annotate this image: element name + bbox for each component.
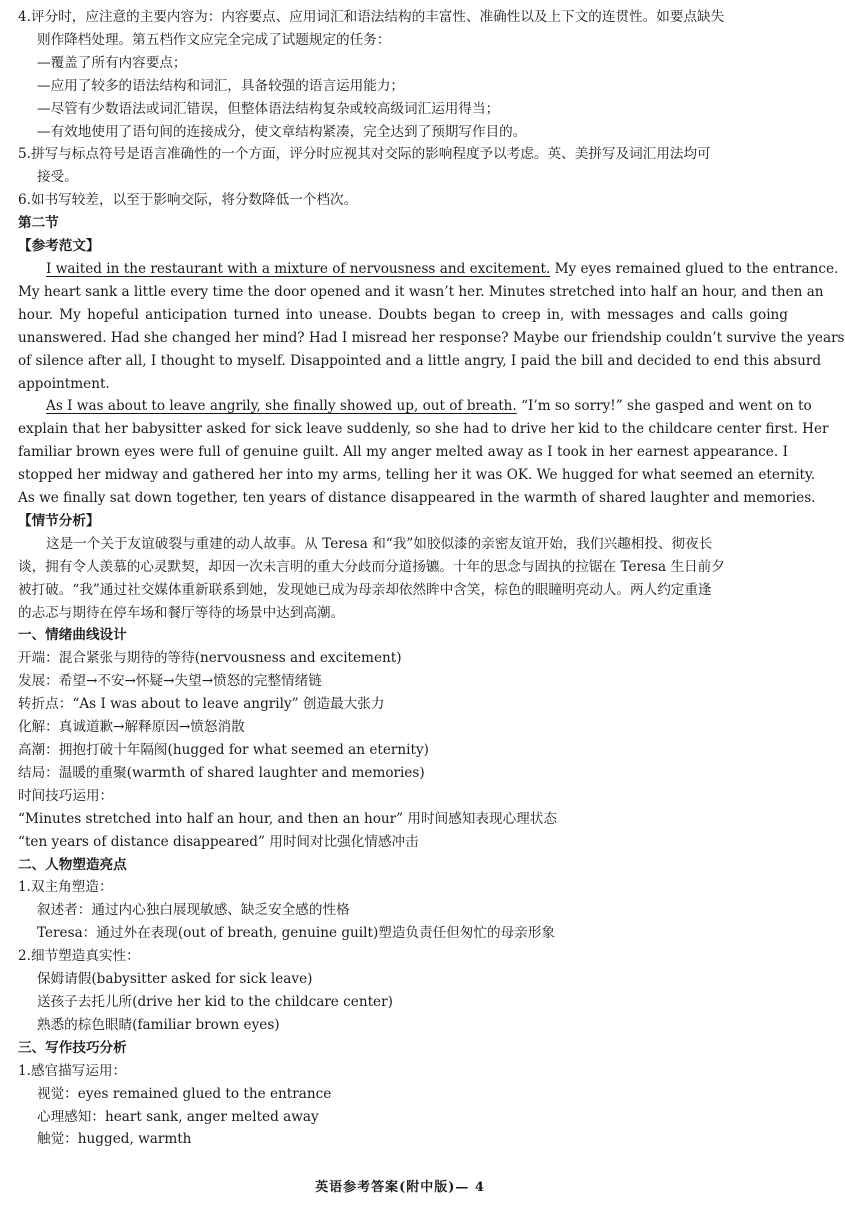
- essay-line: of silence after all, I thought to myself. Disappointed and a little angry, I paid the bill and decided to end this absurd: [18, 352, 822, 369]
- list-item: 1.感官描写运用：: [18, 1062, 127, 1079]
- essay-line: stopped her midway and gathered her into my arms, telling her it was OK. We hugged for what seemed an eternity.: [18, 467, 816, 484]
- essay-line: [18, 258, 839, 281]
- list-item: Teresa：通过外在表现(out of breath, genuine guilt)塑造负责任但匆忙的母亲形象: [37, 925, 555, 942]
- essay-line: hour. My hopeful anticipation turned into unease. Doubts began to creep in, with messages and calls going: [18, 306, 788, 323]
- list-item: 时间技巧运用：: [18, 787, 114, 804]
- essay-line: [18, 395, 812, 418]
- list-item: 发展：希望→不安→怀疑→失望→愤怒的完整情绪链: [18, 673, 322, 690]
- list-item: 视觉：eyes remained glued to the entrance: [37, 1085, 332, 1102]
- essay-line: My heart sank a little every time the door opened and it wasn’t her. Minutes stretched into half an hour, and then an: [18, 283, 824, 300]
- list-item: 2.细节塑造真实性：: [18, 948, 140, 965]
- rule-line: 4.评分时，应注意的主要内容为：内容要点、应用词汇和语法结构的丰富性、准确性以及上下文的连贯性。如要点缺失: [18, 9, 725, 25]
- rule-line: —有效地使用了语句间的连接成分，使文章结构紧凑，完全达到了预期写作目的。: [37, 123, 527, 140]
- list-item: 1.双主角塑造：: [18, 879, 113, 896]
- underlined-opening-sentence: As I was about to leave angrily, she finally showed up, out of breath.: [46, 398, 517, 415]
- list-item: 转折点：“As I was about to leave angrily” 创造最大张力: [18, 696, 385, 713]
- plot-line: 谈，拥有令人羡慕的心灵默契，却因一次未言明的重大分歧而分道扬镳。十年的思念与固执的拉锯在 Teresa 生日前夕: [18, 558, 725, 575]
- list-item: 熟悉的棕色眼睛(familiar brown eyes): [37, 1016, 280, 1033]
- rule-line: —覆盖了所有内容要点；: [37, 54, 187, 71]
- technique-heading: 三、写作技巧分析: [18, 1039, 127, 1056]
- technique-list: [18, 1060, 788, 1152]
- emotion-curve-heading: 一、情绪曲线设计: [18, 627, 127, 644]
- list-item: “Minutes stretched into half an hour, and then an hour” 用时间感知表现心理状态: [18, 810, 557, 827]
- list-item: 保姆请假(babysitter asked for sick leave): [37, 971, 313, 988]
- essay-text: “I’m so sorry!” she gasped and went on to: [521, 398, 812, 415]
- plot-line: 被打破。“我”通过社交媒体重新联系到她，发现她已成为母亲却依然眸中含笑，棕色的眼瞳明亮动人。两人约定重逢: [18, 581, 712, 598]
- sample-essay-heading: 【参考范文】: [18, 238, 100, 255]
- answer-page: [18, 6, 845, 1151]
- list-item: 触觉：hugged, warmth: [37, 1131, 192, 1148]
- sample-paragraph-2: [18, 395, 829, 510]
- essay-line: unanswered. Had she changed her mind? Had I misread her response? Maybe our friendship couldn’t survive the years: [18, 329, 845, 346]
- sample-paragraph-1: [18, 258, 845, 395]
- list-item: 心理感知：heart sank, anger melted away: [37, 1108, 319, 1125]
- rule-line: —尽管有少数语法或词汇错误，但整体语法结构复杂或较高级词汇运用得当；: [37, 100, 500, 117]
- section-title: 第二节: [18, 215, 59, 232]
- rule-line: 6.如书写较差，以至于影响交际，将分数降低一个档次。: [18, 192, 358, 209]
- emotion-curve-list: [18, 647, 788, 853]
- essay-text: My eyes remained glued to the entrance.: [554, 260, 839, 277]
- plot-line: 的忐忑与期待在停车场和餐厅等待的场景中达到高潮。: [18, 604, 345, 621]
- essay-line: familiar brown eyes were full of genuine guilt. All my anger melted away as I took in her earnest appearance. I: [18, 444, 788, 461]
- rule-line: 接受。: [37, 169, 78, 186]
- list-item: 化解：真诚道歉→解释原因→愤怒消散: [18, 719, 245, 736]
- list-item: 高潮：拥抱打破十年隔阂(hugged for what seemed an eternity): [18, 742, 429, 758]
- character-list: [18, 876, 788, 1036]
- essay-line: explain that her babysitter asked for sick leave suddenly, so she had to drive her kid to the childcare center first. Her: [18, 421, 829, 438]
- essay-line: As we finally sat down together, ten years of distance disappeared in the warmth of shared laughter and memories.: [18, 490, 816, 507]
- rule-line: 则作降档处理。第五档作文应完全完成了试题规定的任务：: [37, 31, 391, 48]
- plot-analysis-heading: 【情节分析】: [18, 512, 100, 529]
- rule-line: —应用了较多的语法结构和词汇，具备较强的语言运用能力；: [37, 77, 405, 94]
- list-item: 结局：温暖的重聚(warmth of shared laughter and memories): [18, 764, 425, 781]
- rule-line: 5.拼写与标点符号是语言准确性的一个方面，评分时应视其对交际的影响程度予以考虑。英、美拼写及词汇用法均可: [18, 146, 711, 163]
- underlined-opening-sentence: I waited in the restaurant with a mixture of nervousness and excitement.: [46, 260, 551, 277]
- page-footer: 英语参考答案(附中版)— 4: [315, 1180, 485, 1195]
- essay-line: appointment.: [18, 375, 110, 392]
- plot-line: 这是一个关于友谊破裂与重建的动人故事。从 Teresa 和“我”如胶似漆的亲密友谊开始，我们兴趣相投、彻夜长: [46, 535, 713, 552]
- plot-analysis-paragraph: [18, 533, 788, 625]
- list-item: 开端：混合紧张与期待的等待(nervousness and excitement): [18, 650, 402, 667]
- scoring-rules: [18, 6, 788, 212]
- character-heading: 二、人物塑造亮点: [18, 856, 127, 873]
- list-item: 叙述者：通过内心独白展现敏感、缺乏安全感的性格: [37, 902, 350, 919]
- list-item: “ten years of distance disappeared” 用时间对比强化情感冲击: [18, 833, 419, 850]
- list-item: 送孩子去托儿所(drive her kid to the childcare center): [37, 993, 393, 1010]
